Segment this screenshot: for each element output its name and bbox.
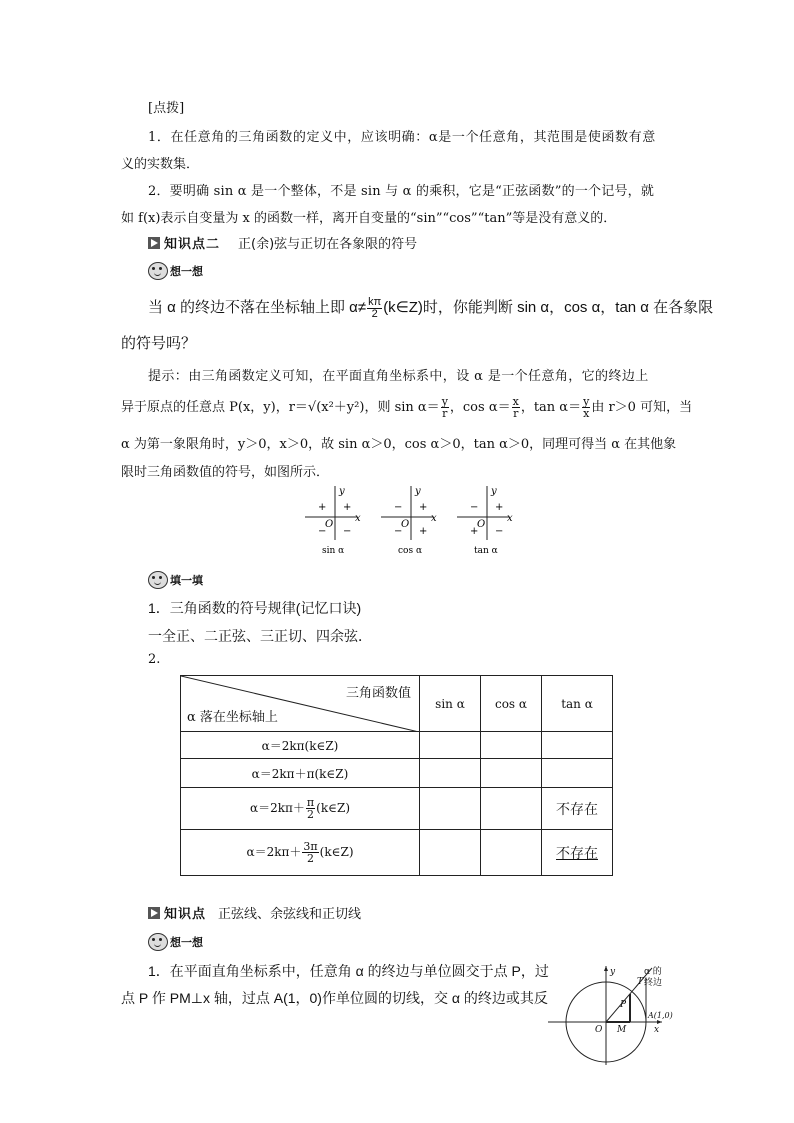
section3-header xyxy=(148,903,361,922)
fig-alpha-label-2: 终边 xyxy=(644,978,663,988)
hint-line1: 提示：由三角函数定义可知，在平面直角坐标系中，设 α 是一个任意角，它的终边上 xyxy=(148,369,649,384)
row-label: α＝2kπ＋ $\frac{3\pi}{2}$ (k∈Z) xyxy=(181,830,420,876)
question-part-b: (k∈Z)时，你能判断 sin α，cos α，tan α 在各象限 xyxy=(383,299,714,316)
fill-label: 填一填 xyxy=(170,574,203,587)
fig-label-P: P xyxy=(620,1000,627,1010)
fig-alpha-label-1: α 的 xyxy=(644,967,662,977)
col-header-tan: tan α xyxy=(542,676,613,732)
question-line1 xyxy=(148,296,713,320)
hint-line4: 限时三角函数值的符号，如图所示． xyxy=(121,465,330,480)
question-part-a: 当 α 的终边不落在坐标轴上即 α≠ xyxy=(148,299,367,316)
quadrant-caption: cos α xyxy=(398,546,423,556)
smiley-icon xyxy=(148,262,168,280)
dianbo-p2b: 如 f(x)表示自变量为 x 的函数一样，离开自变量的“sin”“cos”“tan”等是没有意义的． xyxy=(121,211,617,226)
hint-line2: 异于原点的任意点 P(x，y)，r＝√(x²＋y²)，则 sin α＝ $\frac{y}{r}$ ，cos α＝ $\frac{x}{r}$ ，tan α＝ $\frac{y}{x}$ 由 r＞0 可知，当 xyxy=(121,395,693,420)
sign-q2: − xyxy=(470,502,479,513)
smiley-icon xyxy=(148,571,168,589)
table-row xyxy=(181,788,613,830)
dianbo-p1a: 1．在任意角的三角函数的定义中，应该明确：α是一个任意角，其范围是使函数有意 xyxy=(148,130,656,145)
quadrant-diagrams xyxy=(305,484,525,556)
fill-rhyme: 一全正、二正弦、三正切、四余弦． xyxy=(148,628,372,644)
quadrant-y-label: y xyxy=(491,486,497,497)
fill-item2: 2. xyxy=(148,652,161,667)
quadrant-y-label: y xyxy=(415,486,421,497)
quadrant-caption: sin α xyxy=(322,546,345,556)
quadrant-y-label: y xyxy=(339,486,345,497)
table-row xyxy=(181,732,613,759)
sign-q3: − xyxy=(318,526,327,537)
quadrant-x-label: x xyxy=(507,513,513,524)
quadrant-origin: O xyxy=(325,519,334,530)
play-icon xyxy=(148,237,160,249)
sign-q4: − xyxy=(495,526,504,537)
quadrant-origin: O xyxy=(477,519,486,530)
fig-label-T: T xyxy=(637,977,644,987)
quadrant-x-label: x xyxy=(431,513,437,524)
tan-undefined: 不存在 xyxy=(542,788,613,830)
dianbo-label: [点拨] xyxy=(148,101,185,116)
quadrant-origin: O xyxy=(401,519,410,530)
table-corner-bottom: α 落在坐标轴上 xyxy=(187,710,278,725)
sign-q4: + xyxy=(419,526,428,537)
fig-label-y: y xyxy=(610,967,616,977)
hint-line3: α 为第一象限角时，y＞0，x＞0，故 sin α＞0，cos α＞0，tan α＞0，同理可得当 α 在其他象 xyxy=(121,437,677,452)
table-row xyxy=(181,830,613,876)
col-header-cos: cos α xyxy=(481,676,542,732)
table-corner-top: 三角函数值 xyxy=(345,686,411,701)
fill-item1: 1．三角函数的符号规律(记忆口诀) xyxy=(148,600,362,616)
think-badge-1 xyxy=(148,262,203,280)
section2-header xyxy=(148,233,417,252)
section3-p2: 点 P 作 PM⊥x 轴，过点 A(1，0)作单位圆的切线，交 α 的终边或其反 xyxy=(121,990,548,1006)
section3-tag: 知识点 xyxy=(164,907,207,922)
smiley-icon xyxy=(148,933,168,951)
sign-q3: − xyxy=(394,526,403,537)
tan-undefined-underlined: 不存在 xyxy=(542,830,613,876)
sign-q1: + xyxy=(419,502,428,513)
fig-label-O: O xyxy=(595,1025,603,1035)
table-row xyxy=(181,759,613,788)
sign-q1: + xyxy=(343,502,352,513)
section2-title: 正(余)弦与正切在各象限的符号 xyxy=(238,237,418,252)
row-label: α＝2kπ＋π(k∈Z) xyxy=(181,759,420,788)
section2-tag: 知识点二 xyxy=(164,237,221,252)
col-header-sin: sin α xyxy=(420,676,481,732)
sign-q3: + xyxy=(470,526,479,537)
fig-label-M: M xyxy=(617,1025,627,1035)
section3-p1: 1．在平面直角坐标系中，任意角 α 的终边与单位圆交于点 P，过 xyxy=(148,963,549,979)
row-label: α＝2kπ＋ $\frac{\pi}{2}$ (k∈Z) xyxy=(181,788,420,830)
sign-q2: − xyxy=(394,502,403,513)
quadrant-caption: tan α xyxy=(474,546,498,556)
sign-table xyxy=(180,675,613,876)
dianbo-p1b: 义的实数集． xyxy=(121,157,200,172)
section3-title: 正弦线、余弦线和正切线 xyxy=(218,907,362,922)
play-icon xyxy=(148,907,160,919)
sign-q4: − xyxy=(343,526,352,537)
sign-q1: + xyxy=(495,502,504,513)
think-badge-2 xyxy=(148,933,203,951)
question-line2: 的符号吗？ xyxy=(121,335,197,352)
quadrant-x-label: x xyxy=(355,513,361,524)
unit-circle-figure xyxy=(548,960,678,1065)
think-label-2: 想一想 xyxy=(170,936,203,949)
row-label: α＝2kπ(k∈Z) xyxy=(181,732,420,759)
question-fraction: $\frac{k\pi}{2}$ xyxy=(368,295,382,320)
dianbo-p2a: 2．要明确 sin α 是一个整体，不是 sin 与 α 的乘积，它是“正弦函数”的一个记号，就 xyxy=(148,184,655,199)
fill-badge xyxy=(148,571,203,589)
table-corner-cell xyxy=(181,676,420,732)
sign-q2: + xyxy=(318,502,327,513)
fig-label-x: x xyxy=(654,1025,660,1035)
think-label: 想一想 xyxy=(170,265,203,278)
fig-label-A: A(1,0) xyxy=(648,1011,673,1020)
